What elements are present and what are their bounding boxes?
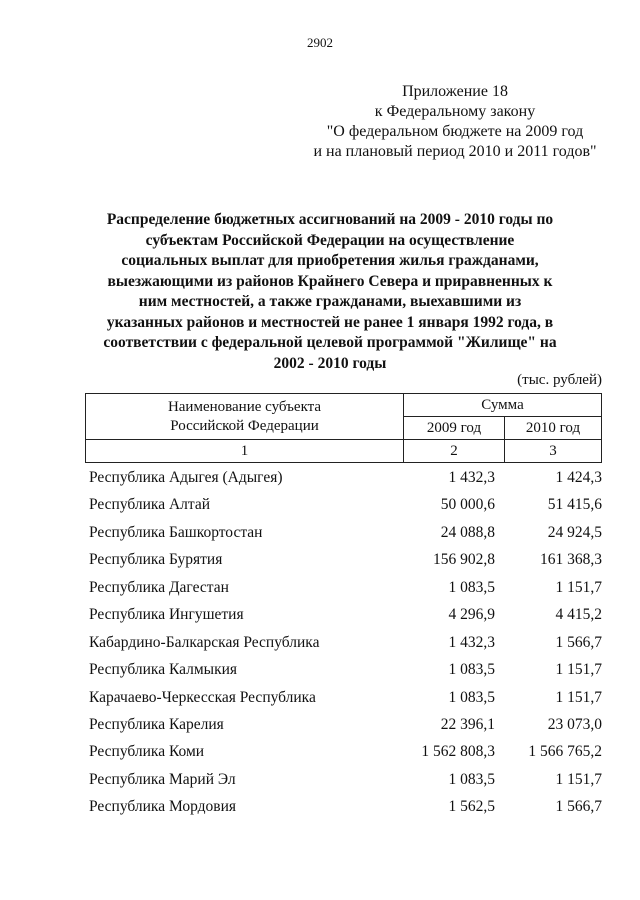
title-line: ним местностей, а также гражданами, выехавшими из (138, 293, 522, 310)
title-line: выезжающими из районов Крайнего Севера и приравненных к (107, 272, 553, 290)
value-2010: 1 566 765,2 (528, 743, 602, 761)
appendix-header (300, 82, 610, 162)
value-2010: 4 415,2 (555, 606, 602, 624)
table-row (89, 658, 602, 685)
table-row (89, 521, 602, 548)
header-sum: Сумма (404, 394, 602, 417)
value-2009: 1 083,5 (448, 661, 495, 679)
region-name: Республика Марий Эл (89, 770, 236, 788)
header-region-name (86, 394, 404, 440)
appendix-line: Приложение 18 (402, 83, 508, 100)
region-name: Республика Калмыкия (89, 661, 238, 679)
document-title (80, 210, 580, 374)
appendix-line: к Федеральному закону (374, 103, 536, 120)
value-2009: 1 562,5 (448, 798, 495, 816)
table-row (89, 548, 602, 575)
value-2009: 4 296,9 (448, 606, 495, 624)
table-row (89, 576, 602, 603)
column-number: 2 (404, 440, 505, 463)
value-2009: 22 396,1 (440, 715, 495, 733)
table-header (85, 393, 602, 463)
table-row (89, 466, 602, 493)
region-name: Республика Дагестан (89, 578, 229, 596)
column-number: 1 (86, 440, 404, 463)
region-name: Кабардино-Балкарская Республика (89, 633, 320, 651)
page-number: 2902 (307, 35, 333, 50)
table-row (89, 768, 602, 795)
units-label: (тыс. рублей) (517, 372, 602, 388)
table-row (89, 795, 602, 822)
value-2009: 50 000,6 (440, 496, 495, 514)
value-2010: 161 368,3 (540, 551, 602, 569)
value-2009: 1 083,5 (448, 770, 495, 788)
header-year-2009: 2009 год (404, 417, 505, 440)
value-2010: 1 151,7 (555, 578, 602, 596)
value-2010: 1 151,7 (555, 688, 602, 706)
region-name: Республика Башкортостан (89, 523, 263, 541)
region-name: Республика Бурятия (89, 551, 223, 569)
value-2010: 1 151,7 (555, 661, 602, 679)
region-name: Карачаево-Черкесская Республика (89, 688, 316, 706)
title-line: 2002 - 2010 годы (273, 354, 387, 372)
header-name-line: Российской Федерации (170, 417, 319, 434)
table-row (89, 713, 602, 740)
value-2009: 1 562 808,3 (421, 743, 495, 761)
title-line: указанных районов и местностей не ранее 1 января 1992 года, в (106, 313, 554, 331)
value-2010: 51 415,6 (547, 496, 602, 514)
value-2010: 1 424,3 (555, 469, 602, 486)
region-name: Республика Карелия (89, 715, 224, 733)
table-body (89, 466, 602, 823)
title-line: субъектам Российской Федерации на осуществление (145, 231, 515, 249)
table-row (89, 603, 602, 630)
column-number: 3 (505, 440, 602, 463)
value-2010: 1 566,7 (555, 798, 602, 816)
value-2010: 1 566,7 (555, 633, 602, 651)
value-2009: 1 083,5 (448, 578, 495, 596)
table-row (89, 740, 602, 767)
value-2010: 24 924,5 (547, 523, 602, 541)
table-row (89, 631, 602, 658)
value-2009: 1 083,5 (448, 688, 495, 706)
region-name: Республика Адыгея (Адыгея) (89, 469, 283, 486)
region-name: Республика Алтай (89, 496, 211, 514)
value-2010: 23 073,0 (547, 715, 602, 733)
appendix-line: "О федеральном бюджете на 2009 год (326, 123, 584, 140)
region-name: Республика Коми (89, 743, 205, 761)
title-line: социальных выплат для приобретения жилья гражданами, (121, 252, 539, 269)
appendix-line: и на плановый период 2010 и 2011 годов" (313, 143, 597, 160)
value-2009: 156 902,8 (433, 551, 495, 569)
title-line: соответствии с федеральной целевой программой "Жилище" на (103, 334, 557, 351)
value-2009: 1 432,3 (448, 633, 495, 651)
header-year-2010: 2010 год (505, 417, 602, 440)
table-row (89, 493, 602, 520)
value-2009: 24 088,8 (440, 523, 495, 541)
region-name: Республика Мордовия (89, 798, 237, 816)
title-line: Распределение бюджетных ассигнований на 2009 - 2010 годы по (106, 211, 554, 228)
value-2010: 1 151,7 (555, 770, 602, 788)
region-name: Республика Ингушетия (89, 606, 244, 624)
table-row (89, 686, 602, 713)
header-name-line: Наименование субъекта (167, 398, 322, 415)
value-2009: 1 432,3 (448, 469, 495, 486)
